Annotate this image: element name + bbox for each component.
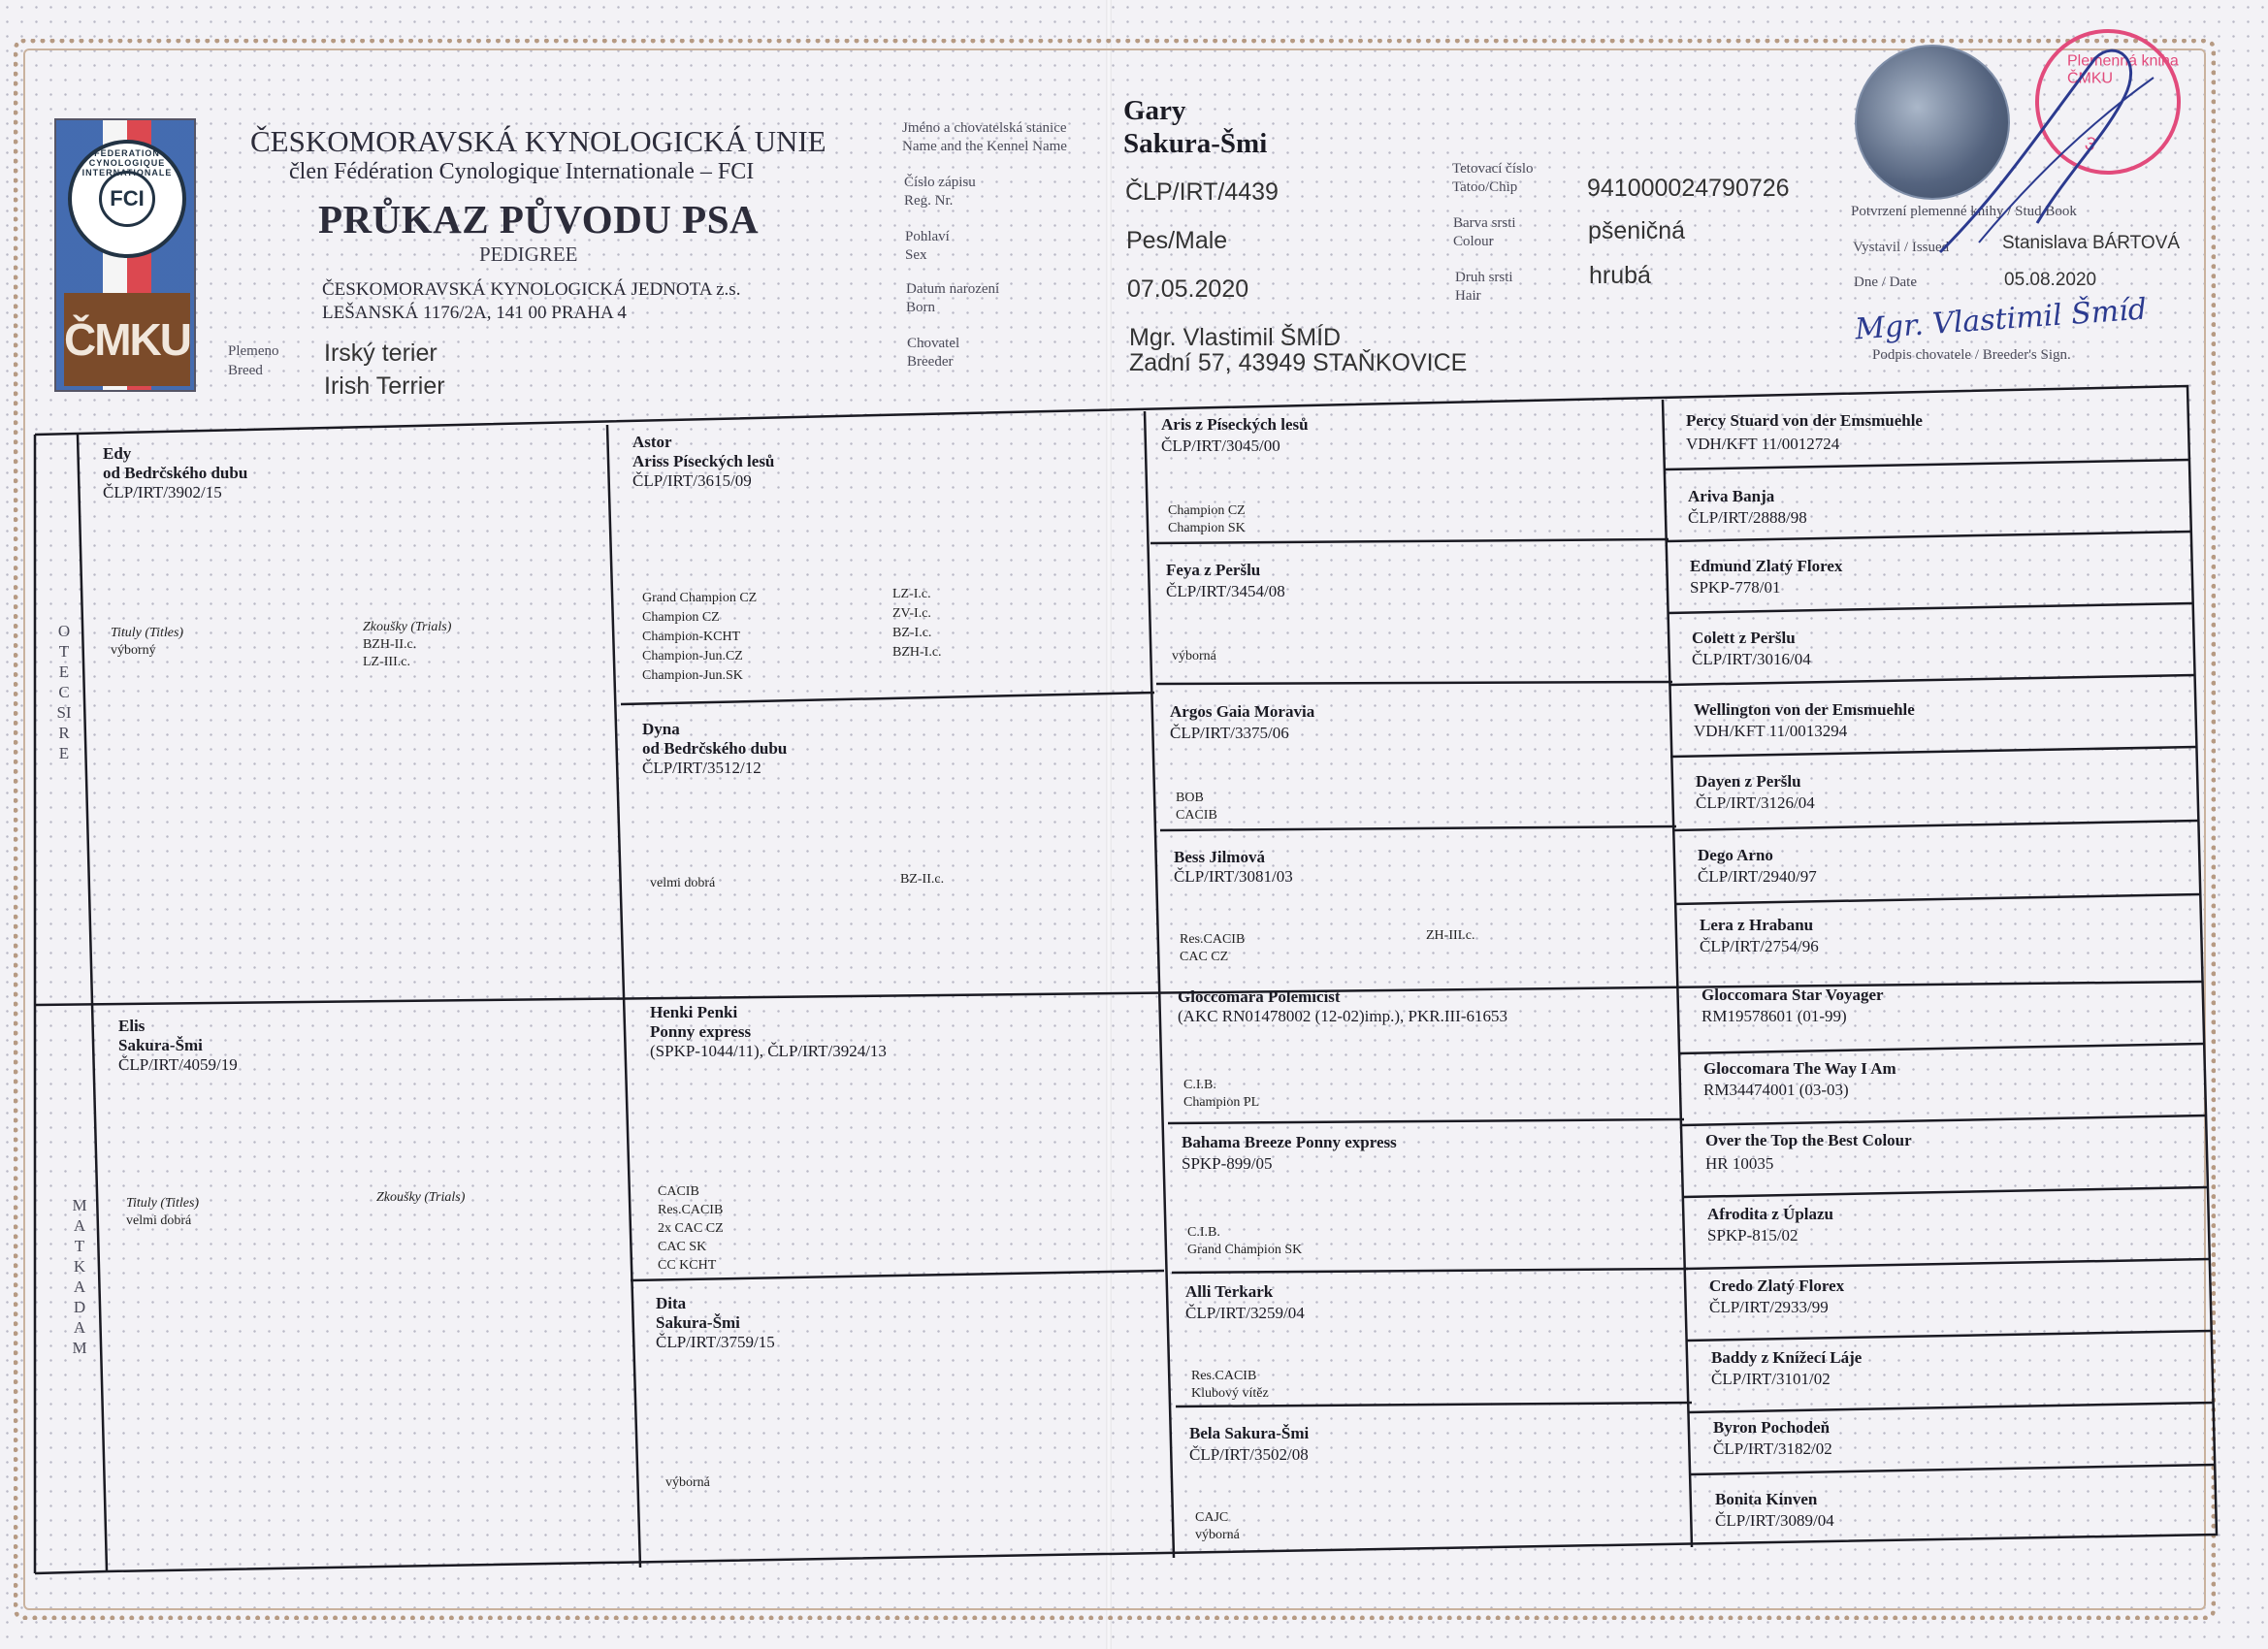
hair-label-en: Hair: [1455, 288, 1481, 304]
gggp-7-name: Dego Arno: [1698, 846, 1773, 864]
ggp-5-reg: (AKC RN01478002 (12-02)imp.), PKR.III-61653: [1178, 1007, 1507, 1025]
ggp-7-title-2: Klubový vítěz: [1191, 1386, 1269, 1401]
gp-ss-title-1: Grand Champion CZ: [642, 591, 758, 605]
chip-label-cz: Tetovací číslo: [1452, 161, 1534, 177]
dog-chip: 941000024790726: [1587, 175, 1790, 202]
dam-side-label: MATKA DAM: [72, 1196, 87, 1357]
signature-label: Podpis chovatele / Breeder's Sign.: [1872, 347, 2071, 363]
issued-by: Stanislava BÁRTOVÁ: [2002, 233, 2181, 253]
ggp-4-name: Bess Jilmová: [1174, 848, 1265, 866]
ggp-1-title-1: Champion CZ: [1168, 503, 1246, 518]
ggp-2-reg: ČLP/IRT/3454/08: [1166, 582, 1285, 600]
ggp-6-title-2: Grand Champion SK: [1187, 1243, 1303, 1257]
reg-label-cz: Číslo zápisu: [904, 175, 976, 190]
gp-sd-titles: velmi dobrá: [650, 876, 716, 890]
gp-ds-title-1: CACIB: [658, 1184, 699, 1199]
breeder-line-2: Zadní 57, 43949 STAŇKOVICE: [1129, 349, 1468, 376]
breeder-line-1: Mgr. Vlastimil ŠMÍD: [1129, 324, 1342, 351]
fci-emblem-icon: [68, 140, 186, 258]
sire-titles-label: Tituly (Titles): [111, 626, 184, 640]
date-label: Dne / Date: [1854, 275, 1917, 290]
document-subtitle: PEDIGREE: [479, 242, 578, 266]
gggp-6-reg: ČLP/IRT/3126/04: [1696, 793, 1815, 812]
gp-ss-title-3: Champion-KCHT: [642, 630, 741, 644]
gggp-16-name: Bonita Kinven: [1715, 1490, 1818, 1508]
gggp-12-name: Afrodita z Úplazu: [1707, 1205, 1834, 1223]
gggp-2-reg: ČLP/IRT/2888/98: [1688, 508, 1807, 527]
gggp-5-name: Wellington von der Emsmuehle: [1694, 700, 1915, 719]
gggp-8-name: Lera z Hrabanu: [1700, 916, 1814, 934]
gp-dd-name-1: Dita: [656, 1294, 687, 1312]
sire-trials-2: LZ-III.c.: [363, 655, 410, 669]
ggp-8-reg: ČLP/IRT/3502/08: [1189, 1445, 1309, 1464]
gggp-14-reg: ČLP/IRT/3101/02: [1711, 1370, 1831, 1388]
gp-ds-name-2: Ponny express: [650, 1022, 752, 1041]
ggp-8-title-2: výborná: [1195, 1528, 1240, 1542]
gp-ds-title-3: 2x CAC CZ: [658, 1221, 724, 1236]
breeder-signature: Mgr. Vlastimil Šmíd: [1854, 292, 2149, 347]
dog-reg: ČLP/IRT/4439: [1125, 178, 1279, 206]
breeder-label-cz: Chovatel: [907, 336, 960, 351]
dog-sex: Pes/Male: [1126, 227, 1228, 254]
dam-titles: velmi dobrá: [126, 1213, 192, 1228]
sire-name-line-1: Edy: [103, 444, 132, 463]
gp-dd-name-2: Sakura-Šmi: [656, 1313, 740, 1332]
gggp-1-reg: VDH/KFT 11/0012724: [1686, 435, 1840, 453]
sire-side-label: OTEC SIRE: [56, 622, 72, 762]
gggp-10-name: Gloccomara The Way I Am: [1703, 1059, 1896, 1078]
dog-colour: pšeničná: [1588, 217, 1686, 244]
dam-name-line-1: Elis: [118, 1017, 146, 1035]
signature-scribble: [1921, 19, 2173, 291]
gp-ss-title-2: Champion CZ: [642, 610, 720, 625]
ggp-8-title-1: CAJC: [1195, 1510, 1229, 1525]
gp-dd-titles: výborná: [665, 1475, 710, 1490]
hair-label-cz: Druh srsti: [1455, 270, 1513, 285]
document-title: PRŮKAZ PŮVODU PSA: [318, 197, 760, 242]
gp-ds-title-4: CAC SK: [658, 1240, 707, 1254]
breeder-label-en: Breeder: [907, 354, 954, 370]
ggp-3-name: Argos Gaia Moravia: [1170, 702, 1315, 721]
sex-label-en: Sex: [905, 247, 927, 263]
ggp-4-trials: ZH-III.c.: [1426, 928, 1475, 943]
ggp-6-name: Bahama Breeze Ponny express: [1182, 1133, 1397, 1151]
gp-sd-name-1: Dyna: [642, 720, 680, 738]
gp-sd-reg: ČLP/IRT/3512/12: [642, 759, 761, 777]
gp-ss-name-2: Ariss Píseckých lesů: [632, 452, 775, 470]
dam-titles-label: Tituly (Titles): [126, 1196, 200, 1211]
gggp-4-reg: ČLP/IRT/3016/04: [1692, 650, 1811, 668]
gp-ss-trial-1: LZ-I.c.: [892, 587, 931, 601]
ggp-1-title-2: Champion SK: [1168, 521, 1246, 535]
ggp-4-title-2: CAC CZ: [1180, 950, 1229, 964]
gggp-10-reg: RM34474001 (03-03): [1703, 1081, 1849, 1099]
address-line-1: ČESKOMORAVSKÁ KYNOLOGICKÁ JEDNOTA z.s.: [322, 279, 741, 300]
dam-reg: ČLP/IRT/4059/19: [118, 1055, 238, 1074]
breed-label-en: Breed: [228, 363, 263, 378]
gp-ss-trial-4: BZH-I.c.: [892, 645, 942, 660]
born-label-en: Born: [906, 300, 935, 315]
studbook-label: Potvrzení plemenné knihy / Stud Book: [1851, 204, 2077, 219]
sire-name-line-2: od Bedrčského dubu: [103, 464, 248, 482]
gggp-1-name: Percy Stuard von der Emsmuehle: [1686, 411, 1923, 430]
gggp-7-reg: ČLP/IRT/2940/97: [1698, 867, 1817, 886]
gp-ss-trial-3: BZ-I.c.: [892, 626, 932, 640]
gp-ds-name-1: Henki Penki: [650, 1003, 738, 1021]
gggp-16-reg: ČLP/IRT/3089/04: [1715, 1511, 1834, 1530]
ggp-1-reg: ČLP/IRT/3045/00: [1161, 436, 1280, 455]
sire-trials-label: Zkoušky (Trials): [363, 620, 452, 634]
gggp-3-reg: SPKP-778/01: [1690, 578, 1781, 597]
colour-label-cz: Barva srsti: [1453, 215, 1516, 231]
gggp-8-reg: ČLP/IRT/2754/96: [1700, 937, 1819, 955]
sex-label-cz: Pohlaví: [905, 229, 950, 244]
gp-sd-name-2: od Bedrčského dubu: [642, 739, 788, 758]
ggp-7-reg: ČLP/IRT/3259/04: [1185, 1304, 1305, 1322]
address-line-2: LEŠANSKÁ 1176/2A, 141 00 PRAHA 4: [322, 303, 627, 323]
gggp-12-reg: SPKP-815/02: [1707, 1226, 1798, 1245]
gp-ss-trial-2: ZV-I.c.: [892, 606, 931, 621]
sire-titles: výborný: [111, 643, 156, 658]
gggp-5-reg: VDH/KFT 11/0013294: [1694, 722, 1848, 740]
stamp-text: Plemenná kniha ČMKU: [2066, 52, 2179, 87]
gp-ss-reg: ČLP/IRT/3615/09: [632, 471, 752, 490]
org-membership: člen Fédération Cynologique Internationale – FCI: [289, 159, 755, 184]
sire-trials-1: BZH-II.c.: [363, 637, 417, 652]
gp-ds-title-5: CC KCHT: [658, 1258, 717, 1273]
ggp-5-title-1: C.I.B.: [1183, 1078, 1216, 1092]
ggp-2-title-1: výborná: [1172, 649, 1216, 663]
gggp-2-name: Ariva Banja: [1688, 487, 1775, 505]
gggp-14-name: Baddy z Knížecí Láje: [1711, 1348, 1863, 1367]
gggp-15-name: Byron Pochodeň: [1713, 1418, 1831, 1437]
ggp-3-reg: ČLP/IRT/3375/06: [1170, 724, 1289, 742]
ggp-7-name: Alli Terkark: [1185, 1282, 1274, 1301]
gggp-13-reg: ČLP/IRT/2933/99: [1709, 1298, 1829, 1316]
org-name: ČESKOMORAVSKÁ KYNOLOGICKÁ UNIE: [250, 124, 826, 158]
gp-dd-reg: ČLP/IRT/3759/15: [656, 1333, 775, 1351]
issued-label: Vystavil / Issued: [1853, 240, 1950, 255]
gggp-13-name: Credo Zlatý Florex: [1709, 1277, 1845, 1295]
gggp-6-name: Dayen z Peršlu: [1696, 772, 1801, 791]
cmku-fci-logo: [54, 118, 196, 392]
cmku-emblem: ČMKU: [64, 293, 190, 386]
issue-date: 05.08.2020: [2004, 270, 2097, 290]
breed-label-cz: Plemeno: [228, 343, 279, 359]
ggp-2-name: Feya z Peršlu: [1166, 561, 1261, 579]
dog-name-line-2: Sakura-Šmi: [1123, 128, 1268, 159]
colour-label-en: Colour: [1453, 234, 1494, 249]
gp-ss-name-1: Astor: [632, 433, 672, 451]
gggp-9-name: Gloccomara Star Voyager: [1701, 986, 1884, 1004]
dog-hair: hrubá: [1589, 262, 1651, 289]
ggp-1-name: Aris z Píseckých lesů: [1161, 415, 1309, 434]
reg-label-en: Reg. Nr.: [904, 193, 954, 209]
dog-born: 07.05.2020: [1127, 275, 1249, 303]
ggp-4-title-1: Res.CACIB: [1180, 932, 1246, 947]
ggp-6-reg: SPKP-899/05: [1182, 1154, 1273, 1173]
gp-sd-trials: BZ-II.c.: [900, 872, 945, 887]
fci-letters: FCI: [99, 171, 155, 227]
ggp-6-title-1: C.I.B.: [1187, 1225, 1220, 1240]
ggp-3-title-2: CACIB: [1176, 808, 1217, 823]
name-label-cz: Jméno a chovatelská stanice: [902, 120, 1067, 136]
dam-name-line-2: Sakura-Šmi: [118, 1036, 203, 1054]
dam-trials-label: Zkoušky (Trials): [376, 1190, 466, 1205]
sire-reg: ČLP/IRT/3902/15: [103, 483, 222, 501]
gggp-3-name: Edmund Zlatý Florex: [1690, 557, 1843, 575]
gp-ds-reg: (SPKP-1044/11), ČLP/IRT/3924/13: [650, 1042, 887, 1060]
gggp-4-name: Colett z Peršlu: [1692, 629, 1796, 647]
dog-name-line-1: Gary: [1123, 95, 1186, 126]
gggp-15-reg: ČLP/IRT/3182/02: [1713, 1439, 1832, 1458]
stamp-number: 3: [2082, 133, 2099, 156]
gp-ss-title-5: Champion-Jun.SK: [642, 668, 743, 683]
ggp-7-title-1: Res.CACIB: [1191, 1369, 1257, 1383]
breed-cz: Irský terier: [324, 340, 437, 367]
ggp-4-reg: ČLP/IRT/3081/03: [1174, 867, 1293, 886]
gggp-11-reg: HR 10035: [1705, 1154, 1774, 1173]
fci-ring-text: FEDERATION CYNOLOGIQUE INTERNATIONALE: [81, 148, 173, 178]
name-label-en: Name and the Kennel Name: [902, 139, 1067, 154]
breed-en: Irish Terrier: [324, 372, 445, 400]
ggp-3-title-1: BOB: [1176, 791, 1204, 805]
gp-ds-title-2: Res.CACIB: [658, 1203, 724, 1217]
ggp-8-name: Bela Sakura-Šmi: [1189, 1424, 1310, 1442]
gggp-9-reg: RM19578601 (01-99): [1701, 1007, 1847, 1025]
gggp-11-name: Over the Top the Best Colour: [1705, 1131, 1912, 1149]
ggp-5-name: Gloccomara Polemicist: [1178, 987, 1341, 1006]
born-label-cz: Datum narození: [906, 281, 1000, 297]
chip-label-en: Tatoo/Chip: [1452, 179, 1518, 195]
ggp-5-title-2: Champion PL: [1183, 1095, 1260, 1110]
gp-ss-title-4: Champion-Jun.CZ: [642, 649, 743, 663]
